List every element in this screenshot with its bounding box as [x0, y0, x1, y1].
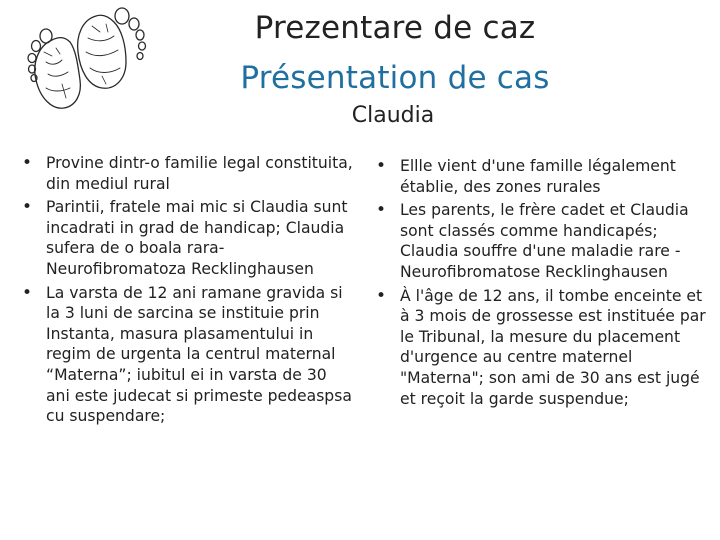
right-column-french	[374, 156, 714, 412]
bullet-item: • Les parents, le frère cadet et Claudia sont classés comme handicapés; Claudia souffre d'une maladie rare - Neurofibromatose Recklinghausen	[374, 200, 714, 282]
title-french: Présentation de cas	[240, 60, 550, 96]
title-romanian: Prezentare de caz	[254, 10, 536, 46]
bullet-item: • Provine dintr-o familie legal constituita, din mediul rural	[20, 153, 355, 194]
subtitle-name: Claudia	[351, 103, 435, 128]
bullet-item: • Ellle vient d'une famille légalement établie, des zones rurales	[374, 156, 714, 197]
left-column-romanian	[20, 153, 355, 430]
bullet-item: • La varsta de 12 ani ramane gravida si la 3 luni de sarcina se instituie prin Instanta, masura plasamentului in regim de urgenta la centrul maternal “Materna”; iubitul ei in varsta de 30 ani este judecat si primeste pedeaspsa cu suspendare;	[20, 283, 355, 427]
bullet-item: • Parintii, fratele mai mic si Claudia sunt incadrati in grad de handicap; Claudia sufera de o boala rara-Neurofibromatoza Recklinghausen	[20, 197, 355, 279]
bullet-item: • À l'âge de 12 ans, il tombe enceinte et à 3 mois de grossesse est instituée par le Tribunal, la mesure du placement d'urgence au centre maternel "Materna"; son ami de 30 ans est jugé et reçoit la garde suspendue;	[374, 286, 714, 410]
